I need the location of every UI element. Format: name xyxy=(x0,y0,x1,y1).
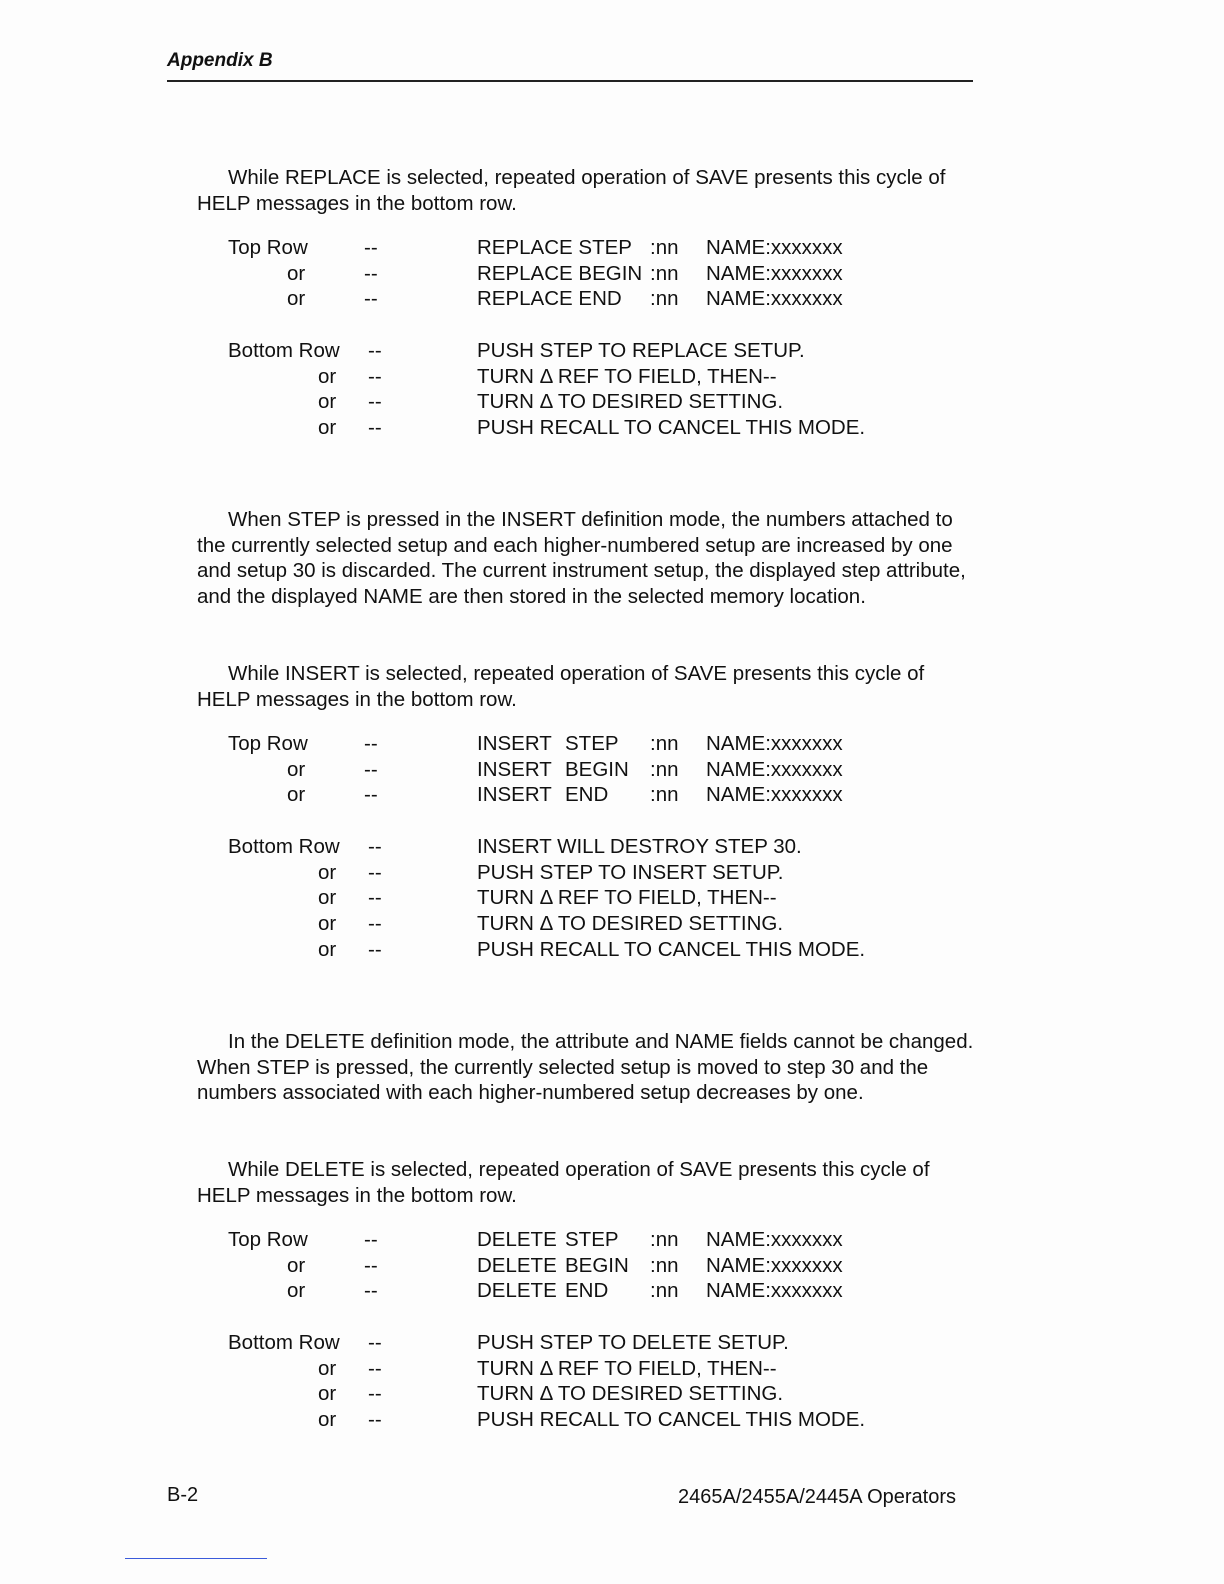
name-field: NAME:xxxxxxx xyxy=(706,783,843,807)
delete-bottom-rows xyxy=(0,1331,1224,1434)
dash: -- xyxy=(368,937,382,961)
delete-description: In the DELETE definition mode, the attribute and NAME fields cannot be changed. When STEP is pressed, the currently selected setup is moved to step 30 and the numbers associated with each higher-numbered setup decreases by one. xyxy=(197,1030,974,1104)
help-text: INSERT xyxy=(477,783,552,807)
name-field: NAME:xxxxxxx xyxy=(706,236,843,259)
delete-bottom-row-3 xyxy=(0,1382,1224,1408)
or-label: or xyxy=(318,937,337,961)
help-text: DELETE xyxy=(477,1228,557,1251)
attribute: END xyxy=(565,1279,609,1303)
dash: -- xyxy=(368,1408,382,1432)
manual-title: 2465A/2455A/2445A Operators xyxy=(678,1486,956,1508)
dash: -- xyxy=(368,1382,382,1406)
insert-bottom-row-4 xyxy=(0,912,1224,938)
delete-top-row-3 xyxy=(0,1279,1224,1305)
help-message: TURN Δ TO DESIRED SETTING. xyxy=(477,390,784,414)
delete-intro: While DELETE is selected, repeated operation of SAVE presents this cycle of HELP messages in the bottom row. xyxy=(197,1158,930,1207)
or-label: or xyxy=(318,886,337,910)
step-number: :nn xyxy=(650,1279,679,1303)
dash: -- xyxy=(368,912,382,936)
insert-top-row-2 xyxy=(0,758,1224,784)
help-text: REPLACE BEGIN xyxy=(477,261,643,285)
help-message: TURN Δ REF TO FIELD, THEN-- xyxy=(477,886,777,910)
insert-top-rows xyxy=(0,732,1224,809)
insert-bottom-rows xyxy=(0,835,1224,963)
step-number: :nn xyxy=(650,783,679,807)
or-label: or xyxy=(318,1356,337,1380)
top-row-label: Top Row xyxy=(228,732,308,755)
dash: -- xyxy=(368,1356,382,1380)
help-text: REPLACE STEP xyxy=(477,236,632,259)
dash: -- xyxy=(368,835,382,858)
attribute: BEGIN xyxy=(565,757,629,781)
delete-bottom-row-1 xyxy=(0,1331,1224,1357)
dash: -- xyxy=(364,732,378,755)
step-number: :nn xyxy=(650,732,679,755)
insert-top-row-1 xyxy=(0,732,1224,758)
help-message: PUSH RECALL TO CANCEL THIS MODE. xyxy=(477,937,866,961)
or-label: or xyxy=(318,390,337,414)
step-number: :nn xyxy=(650,236,679,259)
help-text: INSERT xyxy=(477,732,552,755)
name-field: NAME:xxxxxxx xyxy=(706,1253,843,1277)
or-label: or xyxy=(287,1279,306,1303)
delete-top-row-2 xyxy=(0,1254,1224,1280)
step-number: :nn xyxy=(650,261,679,285)
help-message: TURN Δ REF TO FIELD, THEN-- xyxy=(477,364,777,388)
dash: -- xyxy=(368,364,382,388)
help-message: PUSH RECALL TO CANCEL THIS MODE. xyxy=(477,416,866,440)
insert-intro: While INSERT is selected, repeated operation of SAVE presents this cycle of HELP messages in the bottom row. xyxy=(197,662,925,711)
or-label: or xyxy=(287,783,306,807)
step-number: :nn xyxy=(650,1253,679,1277)
dash: -- xyxy=(364,1279,378,1303)
dash: -- xyxy=(368,860,382,884)
dash: -- xyxy=(364,783,378,807)
help-message: PUSH STEP TO DELETE SETUP. xyxy=(477,1331,789,1354)
or-label: or xyxy=(287,1253,306,1277)
attribute: END xyxy=(565,783,609,807)
running-header: Appendix B xyxy=(167,50,273,71)
name-field: NAME:xxxxxxx xyxy=(706,287,843,311)
dash: -- xyxy=(364,1228,378,1251)
replace-top-rows xyxy=(0,236,1224,313)
top-row-label: Top Row xyxy=(228,1228,308,1251)
dash: -- xyxy=(368,390,382,414)
name-field: NAME:xxxxxxx xyxy=(706,732,843,755)
dash: -- xyxy=(364,1253,378,1277)
help-message: PUSH STEP TO REPLACE SETUP. xyxy=(477,339,805,362)
help-message: TURN Δ TO DESIRED SETTING. xyxy=(477,912,784,936)
attribute: STEP xyxy=(565,1228,619,1251)
scan-edge-line xyxy=(125,1558,267,1559)
delete-top-rows xyxy=(0,1228,1224,1305)
help-message: TURN Δ TO DESIRED SETTING. xyxy=(477,1382,784,1406)
delete-bottom-row-2 xyxy=(0,1357,1224,1383)
delete-top-row-1 xyxy=(0,1228,1224,1254)
name-field: NAME:xxxxxxx xyxy=(706,757,843,781)
attribute: STEP xyxy=(565,732,619,755)
dash: -- xyxy=(364,236,378,259)
dash: -- xyxy=(368,886,382,910)
dash: -- xyxy=(364,261,378,285)
replace-top-row-2 xyxy=(0,262,1224,288)
replace-top-row-1 xyxy=(0,236,1224,262)
dash: -- xyxy=(364,757,378,781)
header-rule xyxy=(167,80,973,82)
bottom-row-label: Bottom Row xyxy=(228,339,340,362)
or-label: or xyxy=(318,1382,337,1406)
or-label: or xyxy=(318,860,337,884)
or-label: or xyxy=(318,1408,337,1432)
dash: -- xyxy=(368,339,382,362)
step-number: :nn xyxy=(650,287,679,311)
help-message: INSERT WILL DESTROY STEP 30. xyxy=(477,835,802,858)
insert-top-row-3 xyxy=(0,783,1224,809)
top-row-label: Top Row xyxy=(228,236,308,259)
insert-bottom-row-5 xyxy=(0,938,1224,964)
replace-bottom-rows xyxy=(0,339,1224,442)
insert-bottom-row-1 xyxy=(0,835,1224,861)
help-text: DELETE xyxy=(477,1279,557,1303)
replace-bottom-row-3 xyxy=(0,390,1224,416)
help-text: INSERT xyxy=(477,757,552,781)
name-field: NAME:xxxxxxx xyxy=(706,1279,843,1303)
help-message: PUSH STEP TO INSERT SETUP. xyxy=(477,860,784,884)
bottom-row-label: Bottom Row xyxy=(228,1331,340,1354)
help-text: REPLACE END xyxy=(477,287,622,311)
or-label: or xyxy=(287,287,306,311)
or-label: or xyxy=(318,416,337,440)
replace-bottom-row-1 xyxy=(0,339,1224,365)
name-field: NAME:xxxxxxx xyxy=(706,1228,843,1251)
insert-bottom-row-2 xyxy=(0,861,1224,887)
replace-bottom-row-2 xyxy=(0,365,1224,391)
dash: -- xyxy=(364,287,378,311)
replace-intro: While REPLACE is selected, repeated operation of SAVE presents this cycle of HELP messages in the bottom row. xyxy=(197,166,946,215)
help-message: TURN Δ REF TO FIELD, THEN-- xyxy=(477,1356,777,1380)
page-number: B-2 xyxy=(167,1484,199,1506)
or-label: or xyxy=(287,261,306,285)
delete-bottom-row-4 xyxy=(0,1408,1224,1434)
or-label: or xyxy=(318,364,337,388)
step-number: :nn xyxy=(650,1228,679,1251)
name-field: NAME:xxxxxxx xyxy=(706,261,843,285)
step-number: :nn xyxy=(650,757,679,781)
insert-bottom-row-3 xyxy=(0,886,1224,912)
help-text: DELETE xyxy=(477,1253,557,1277)
replace-bottom-row-4 xyxy=(0,416,1224,442)
dash: -- xyxy=(368,416,382,440)
help-message: PUSH RECALL TO CANCEL THIS MODE. xyxy=(477,1408,866,1432)
dash: -- xyxy=(368,1331,382,1354)
attribute: BEGIN xyxy=(565,1253,629,1277)
or-label: or xyxy=(287,757,306,781)
or-label: or xyxy=(318,912,337,936)
replace-top-row-3 xyxy=(0,287,1224,313)
bottom-row-label: Bottom Row xyxy=(228,835,340,858)
insert-description: When STEP is pressed in the INSERT definition mode, the numbers attached to the currently selected setup and each higher-numbered setup are increased by one and setup 30 is discarded. The current instrument setup, the displayed step attribute, and the displayed NAME are then stored in the selected memory location. xyxy=(197,508,966,608)
